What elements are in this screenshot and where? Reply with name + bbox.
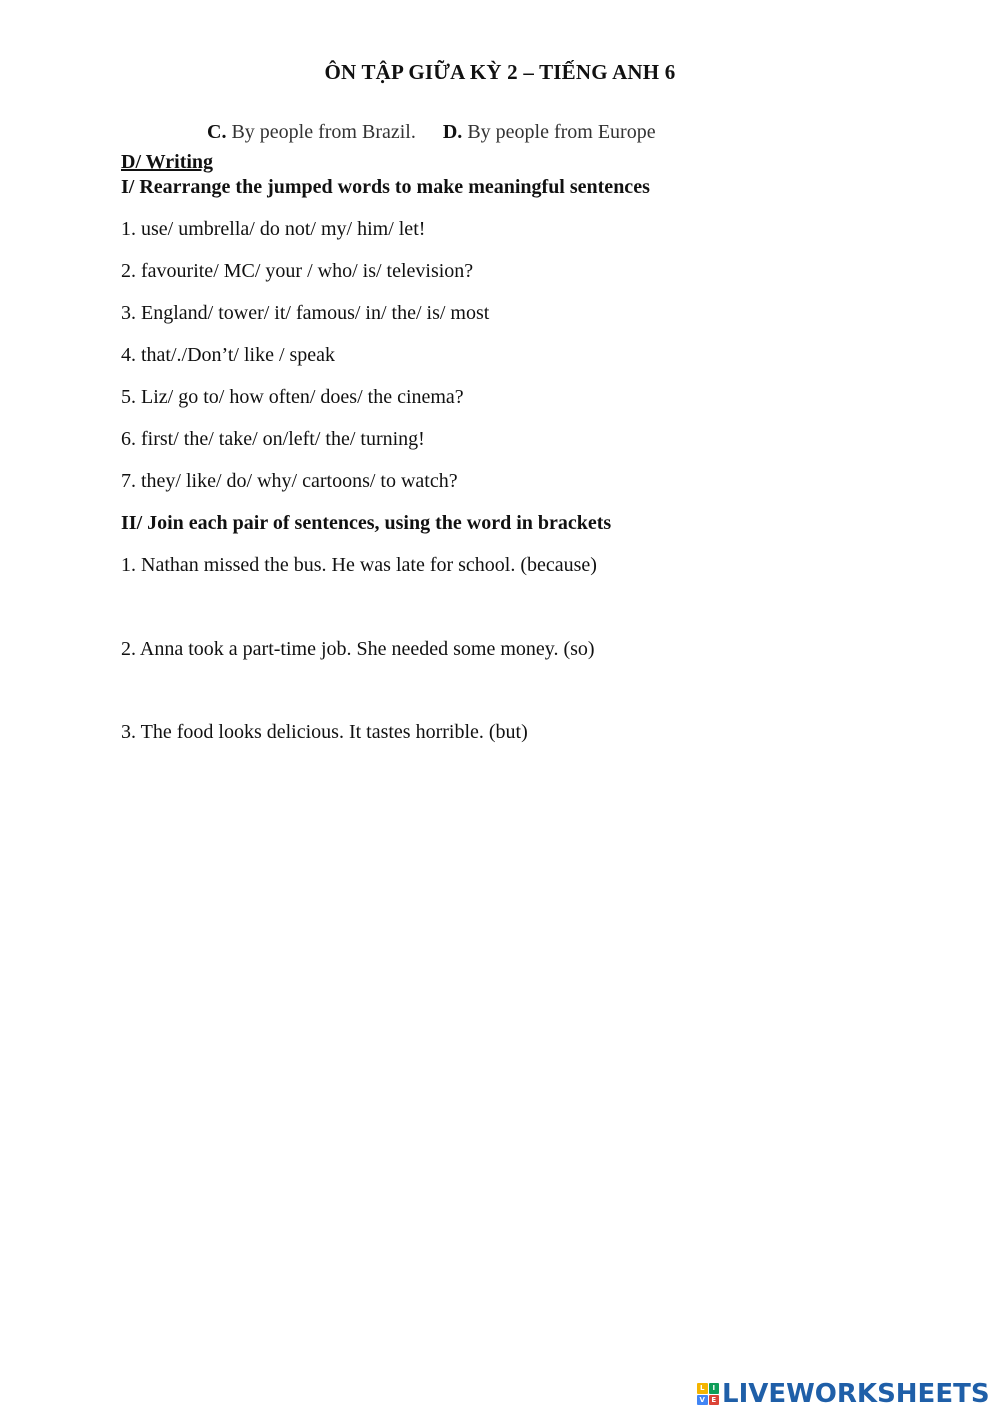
option-letter: D. — [442, 121, 463, 143]
option-d — [443, 121, 656, 144]
liveworksheets-logo — [697, 1378, 990, 1410]
answer-options — [207, 121, 656, 144]
rearrange-item: 1. use/ umbrella/ do not/ my/ him/ let! — [121, 218, 426, 240]
option-letter: C. — [207, 121, 227, 143]
logo-mark-cell: E — [709, 1395, 720, 1406]
rearrange-item: 5. Liz/ go to/ how often/ does/ the cinema? — [121, 386, 464, 408]
option-text: By people from Europe — [467, 121, 656, 143]
join-item: 3. The food looks delicious. It tastes horrible. (but) — [121, 721, 528, 743]
join-item: 2. Anna took a part-time job. She needed some money. (so) — [121, 638, 595, 660]
logo-mark-cell: I — [709, 1383, 720, 1394]
page-title: ÔN TẬP GIỮA KỲ 2 – TIẾNG ANH 6 — [324, 60, 676, 84]
option-text: By people from Brazil. — [231, 121, 416, 143]
option-c — [207, 121, 416, 144]
rearrange-item: 6. first/ the/ take/ on/left/ the/ turning! — [121, 428, 425, 450]
logo-text: LIVEWORKSHEETS — [722, 1379, 990, 1409]
logo-mark-cell: L — [697, 1383, 708, 1394]
rearrange-item: 4. that/./Don’t/ like / speak — [121, 344, 336, 366]
part2-heading: II/ Join each pair of sentences, using the word in brackets — [121, 512, 612, 534]
part1-heading: I/ Rearrange the jumped words to make meaningful sentences — [121, 176, 650, 198]
logo-mark-icon — [697, 1383, 719, 1405]
rearrange-item: 7. they/ like/ do/ why/ cartoons/ to watch? — [121, 470, 458, 492]
rearrange-item: 2. favourite/ MC/ your / who/ is/ television? — [121, 260, 474, 282]
rearrange-item: 3. England/ tower/ it/ famous/ in/ the/ is/ most — [121, 302, 490, 324]
logo-mark-cell: V — [697, 1395, 708, 1406]
section-heading-writing: D/ Writing — [121, 151, 214, 173]
join-item: 1. Nathan missed the bus. He was late for school. (because) — [121, 554, 597, 576]
